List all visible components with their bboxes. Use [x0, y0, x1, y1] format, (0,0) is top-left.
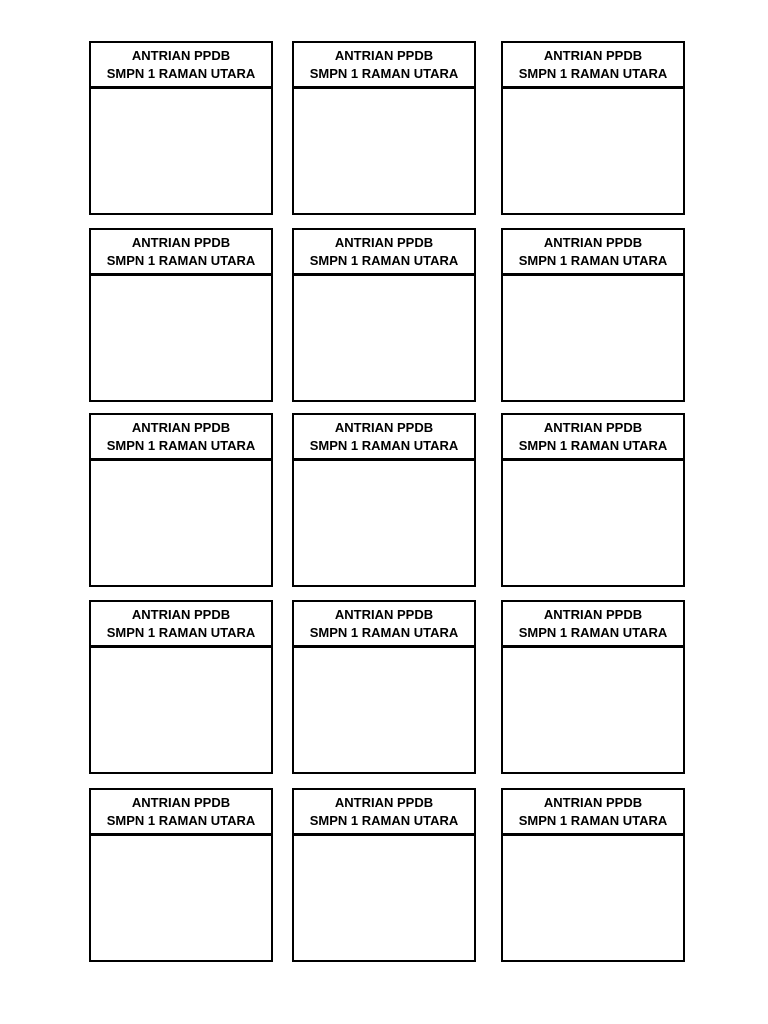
queue-ticket	[89, 41, 273, 215]
queue-ticket	[501, 600, 685, 774]
ticket-school-name: SMPN 1 RAMAN UTARA	[106, 437, 256, 453]
ticket-title: ANTRIAN PPDB	[543, 234, 643, 250]
ticket-header	[503, 415, 683, 461]
queue-ticket	[292, 41, 476, 215]
ticket-school-name: SMPN 1 RAMAN UTARA	[106, 252, 256, 268]
ticket-header	[91, 602, 271, 648]
ticket-title: ANTRIAN PPDB	[543, 794, 643, 810]
ticket-school-name: SMPN 1 RAMAN UTARA	[309, 624, 459, 640]
ticket-header	[91, 415, 271, 461]
ticket-school-name: SMPN 1 RAMAN UTARA	[309, 252, 459, 268]
ticket-title: ANTRIAN PPDB	[543, 606, 643, 622]
ticket-title: ANTRIAN PPDB	[334, 606, 434, 622]
ticket-header	[503, 602, 683, 648]
queue-ticket	[292, 600, 476, 774]
ticket-school-name: SMPN 1 RAMAN UTARA	[518, 624, 668, 640]
ticket-header	[294, 415, 474, 461]
queue-ticket	[501, 228, 685, 402]
ticket-school-name: SMPN 1 RAMAN UTARA	[518, 437, 668, 453]
ticket-header	[91, 230, 271, 276]
ticket-header	[91, 790, 271, 836]
queue-ticket	[292, 413, 476, 587]
ticket-header	[294, 230, 474, 276]
ticket-school-name: SMPN 1 RAMAN UTARA	[518, 65, 668, 81]
queue-ticket	[89, 413, 273, 587]
ticket-title: ANTRIAN PPDB	[543, 47, 643, 63]
queue-ticket	[501, 41, 685, 215]
ticket-header	[503, 790, 683, 836]
ticket-header	[294, 602, 474, 648]
ticket-title: ANTRIAN PPDB	[131, 606, 231, 622]
queue-ticket	[501, 788, 685, 962]
ticket-school-name: SMPN 1 RAMAN UTARA	[106, 65, 256, 81]
queue-ticket	[89, 788, 273, 962]
queue-ticket	[292, 788, 476, 962]
ticket-title: ANTRIAN PPDB	[131, 794, 231, 810]
ticket-school-name: SMPN 1 RAMAN UTARA	[309, 812, 459, 828]
ticket-title: ANTRIAN PPDB	[334, 794, 434, 810]
ticket-school-name: SMPN 1 RAMAN UTARA	[309, 65, 459, 81]
ticket-title: ANTRIAN PPDB	[131, 47, 231, 63]
queue-ticket	[501, 413, 685, 587]
ticket-school-name: SMPN 1 RAMAN UTARA	[106, 624, 256, 640]
ticket-title: ANTRIAN PPDB	[131, 234, 231, 250]
ticket-header	[294, 790, 474, 836]
ticket-header	[91, 43, 271, 89]
ticket-title: ANTRIAN PPDB	[543, 419, 643, 435]
ticket-header	[503, 230, 683, 276]
queue-ticket	[89, 600, 273, 774]
ticket-title: ANTRIAN PPDB	[334, 234, 434, 250]
queue-ticket	[292, 228, 476, 402]
ticket-school-name: SMPN 1 RAMAN UTARA	[106, 812, 256, 828]
ticket-title: ANTRIAN PPDB	[131, 419, 231, 435]
ticket-title: ANTRIAN PPDB	[334, 47, 434, 63]
ticket-school-name: SMPN 1 RAMAN UTARA	[518, 252, 668, 268]
ticket-title: ANTRIAN PPDB	[334, 419, 434, 435]
queue-ticket	[89, 228, 273, 402]
ticket-header	[503, 43, 683, 89]
ticket-header	[294, 43, 474, 89]
ticket-school-name: SMPN 1 RAMAN UTARA	[309, 437, 459, 453]
ticket-school-name: SMPN 1 RAMAN UTARA	[518, 812, 668, 828]
